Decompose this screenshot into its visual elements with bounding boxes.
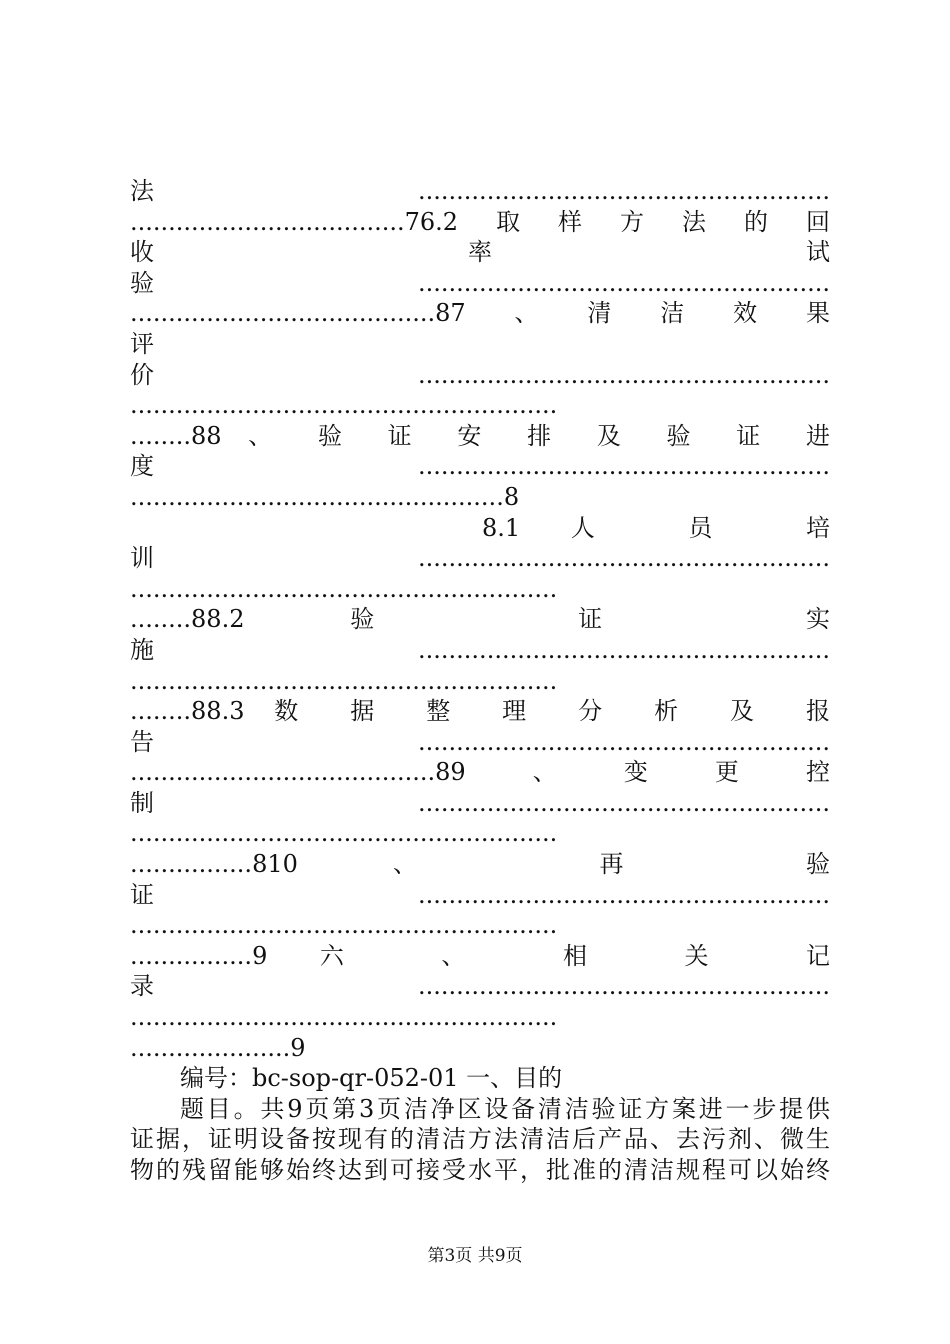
toc-line: ........................................................ (130, 1003, 558, 1032)
toc-line: ........88.2 验 证 实 (130, 605, 830, 634)
toc-line: ................810 、 再 验 (130, 850, 830, 879)
toc-line: 制...................................................... (130, 788, 830, 817)
document-body (130, 176, 830, 1186)
toc-line: .................................................8 (130, 482, 520, 511)
document-number-line: 编号：bc-sop-qr-052-01 一、目的 (180, 1064, 563, 1093)
toc-line: 收 率 试 (130, 238, 830, 267)
toc-line: ........88.3 数 据 整 理 分 析 及 报 (130, 697, 830, 726)
toc-line: ........................................87、清洁效果 (130, 299, 830, 328)
toc-line: 告...................................................... (130, 727, 830, 756)
toc-line: 训...................................................... (130, 544, 830, 573)
toc-line: 价...................................................... (130, 360, 830, 389)
toc-line: 法...................................................... (130, 177, 830, 205)
toc-line: 验...................................................... (130, 268, 830, 297)
toc-line: ........................................................ (130, 819, 558, 848)
toc-line: ........................................89、变更控 (130, 758, 830, 787)
body-paragraph-line: 证据，证明设备按现有的清洁方法清洁后产品、去污剂、微生 (130, 1125, 830, 1154)
toc-line: ........................................................ (130, 574, 558, 603)
toc-line: ........................................................ (130, 911, 558, 940)
toc-line: 录...................................................... (130, 972, 830, 1001)
toc-line: 证...................................................... (130, 880, 830, 909)
toc-line: ........88 、 验 证 安 排 及 验 证 进 (130, 421, 830, 450)
toc-line: ....................................76.2取样方法的回 (130, 207, 830, 236)
toc-line: .....................9 (130, 1033, 306, 1062)
body-paragraph-line: 物的残留能够始终达到可接受水平，批准的清洁规程可以始终 (130, 1156, 830, 1184)
toc-line: 度...................................................... (130, 452, 830, 481)
toc-line: ........................................................ (130, 391, 558, 420)
body-paragraph-line: 题目。共9页第3页洁净区设备清洁验证方案进一步提供 (180, 1094, 830, 1123)
toc-line: 8.1 人 员 培 (482, 513, 830, 542)
toc-line: 评 (130, 329, 154, 358)
toc-line: 施...................................................... (130, 635, 830, 664)
toc-line: ........................................................ (130, 666, 558, 695)
toc-line: ................9 六 、 相 关 记 (130, 941, 830, 970)
page-footer: 第3页 共9页 (427, 1246, 523, 1266)
